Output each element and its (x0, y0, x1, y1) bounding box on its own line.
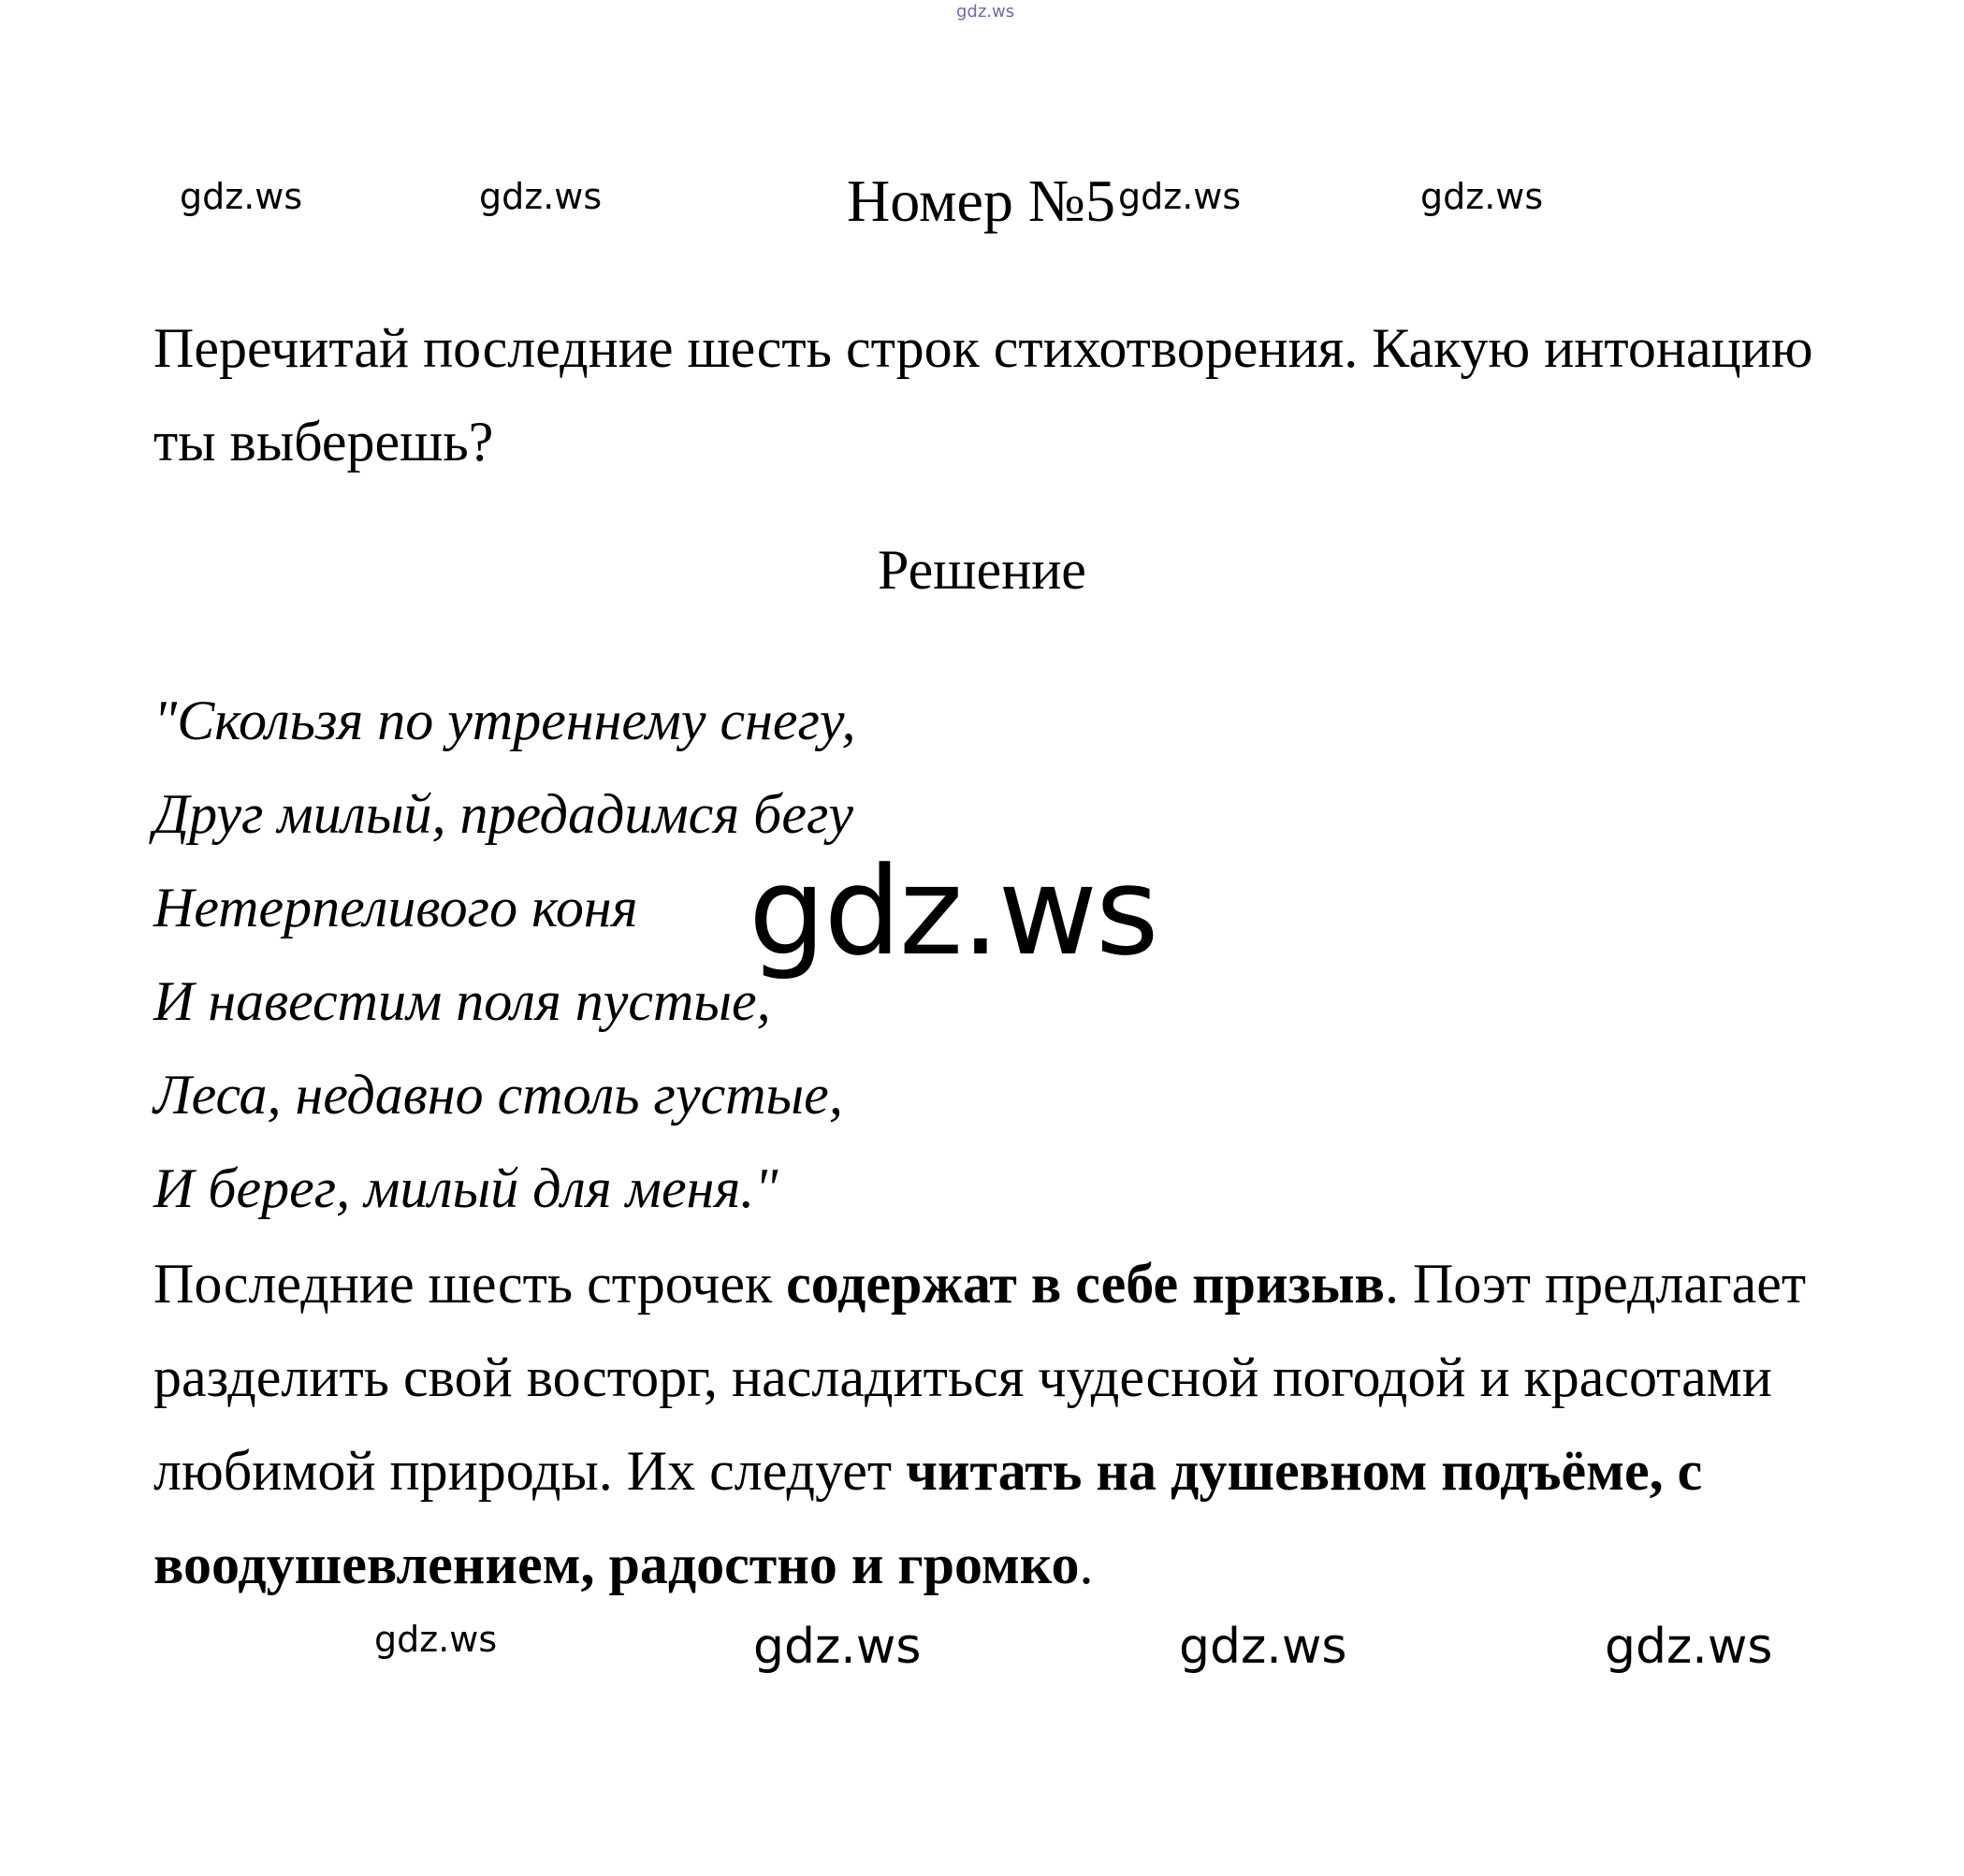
task-text: Перечитай последние шесть строк стихотворения. Какую интонацию ты выберешь? (153, 317, 1813, 473)
poem-line: Нетерпеливого коня (153, 877, 638, 938)
answer-emphasis: содержат в себе призыв (786, 1253, 1385, 1315)
poem-line: Леса, недавно столь густые, (153, 1064, 843, 1126)
poem-line: И навестим поля пустые, (153, 970, 771, 1032)
answer-text: . (1079, 1534, 1094, 1595)
watermark-header-3: gdz.ws (1118, 176, 1242, 217)
watermark-top: gdz.ws (956, 2, 1015, 22)
answer-emphasis: читать на душевном подъёме, с воодушевлением, радостно и громко (153, 1440, 1703, 1595)
watermark-footer-inline: gdz.ws (374, 1619, 498, 1660)
poem-line: "Скользя по утреннему снегу, (153, 690, 856, 751)
watermark-footer-3: gdz.ws (1605, 1619, 1773, 1675)
answer-text: . Поэт предлагает разделить свой восторг, насладиться чудесной погодой и красотами любимой природы. Их следует (153, 1253, 1807, 1502)
watermark-header-1: gdz.ws (180, 176, 303, 217)
watermark-footer-1: gdz.ws (753, 1619, 922, 1675)
watermark-center: gdz.ws (749, 840, 1157, 982)
answer-paragraph (153, 1237, 1838, 1611)
watermark-header-2: gdz.ws (479, 176, 603, 217)
solution-heading: Решение (878, 539, 1086, 601)
watermark-footer-2: gdz.ws (1179, 1619, 1347, 1675)
page-title: Номер №5 (847, 167, 1115, 234)
watermark-header-4: gdz.ws (1420, 176, 1544, 217)
poem-line: И берег, милый для меня." (153, 1157, 778, 1219)
poem-line: Друг милый, предадимся бегу (153, 783, 854, 845)
answer-text: Последние шесть строчек (153, 1253, 787, 1315)
